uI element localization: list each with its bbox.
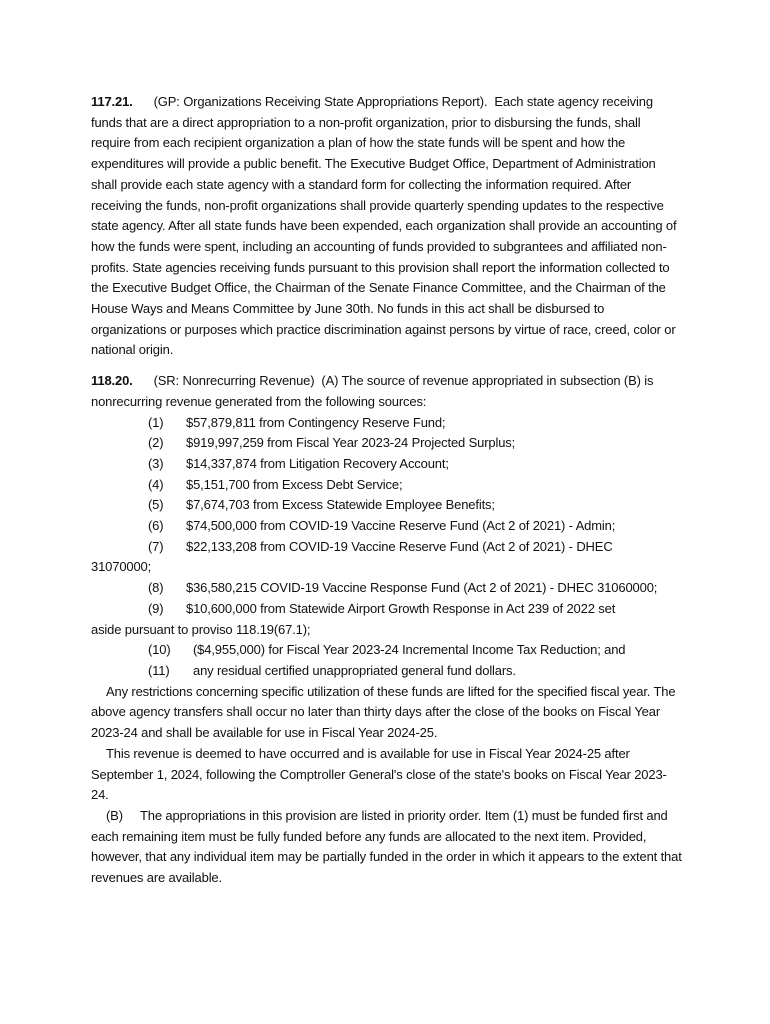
subsection-label: (B) xyxy=(106,807,123,823)
list-item: (6) $74,500,000 from COVID-19 Vaccine Reserve Fund (Act 2 of 2021) - Admin; xyxy=(148,518,616,534)
list-item: (3) $14,337,874 from Litigation Recovery Account; xyxy=(148,455,449,471)
proviso-body: (A) The source of revenue appropriated in subsection (B) is nonrecurring revenue generated from the following sources: xyxy=(91,373,654,409)
list-item: (5) $7,674,703 from Excess Statewide Employee Benefits; xyxy=(148,497,495,513)
list-item: (11) any residual certified unappropriated general fund dollars. xyxy=(148,662,516,678)
proviso-number: 118.20. xyxy=(91,373,133,389)
revenue-source-list xyxy=(91,413,683,682)
list-item: (2) $919,997,259 from Fiscal Year 2023-24 Projected Surplus; xyxy=(148,435,516,451)
list-item: (8) $36,580,215 COVID-19 Vaccine Response Fund (Act 2 of 2021) - DHEC 31060000; xyxy=(148,580,658,596)
proviso-paragraph xyxy=(91,92,683,361)
proviso-body: Each state agency receiving funds that are a direct appropriation to a non-profit organization, prior to disbursing the funds, shall require from each recipient organization a plan of how the state funds will be spent and how the expenditures will provide a public benefit. The Executive Budget Office, Department of Administration shall provide each state agency with a standard form for collecting the information required. After receiving the funds, non-profit organizations shall provide quarterly spending updates to the respective state agency. After all state funds have been expended, each organization shall provide an accounting of how the funds were spent, including an accounting of funds provided to subgrantees and affiliated non-profits. State agencies receiving funds pursuant to this provision shall report the information collected to the Executive Budget Office, the Chairman of the Senate Finance Committee, and the Chairman of the House Ways and Means Committee by June 30th. No funds in this act shall be disbursed to organizations or purposes which practice discrimination against persons by virtue of race, creed, color or national origin. xyxy=(91,94,677,358)
list-item-continuation: 31070000; xyxy=(91,559,152,575)
list-item: (9) $10,600,000 from Statewide Airport Growth Response in Act 239 of 2022 set xyxy=(148,600,616,616)
list-item: (4) $5,151,700 from Excess Debt Service; xyxy=(148,476,403,492)
restrictions-paragraph: Any restrictions concerning specific utilization of these funds are lifted for the specified fiscal year. The above agency transfers shall occur no later than thirty days after the close of the books on Fiscal Year 2023-24 and shall be available for use in Fiscal Year 2024-25. xyxy=(91,683,676,741)
proviso-paragraph xyxy=(91,371,683,412)
list-item: (7) $22,133,208 from COVID-19 Vaccine Reserve Fund (Act 2 of 2021) - DHEC xyxy=(148,538,613,554)
document-text xyxy=(91,92,683,899)
proviso-number: 117.21. xyxy=(91,94,133,109)
proviso-heading: (SR: Nonrecurring Revenue) xyxy=(153,373,315,389)
list-item-continuation: aside pursuant to proviso 118.19(67.1); xyxy=(91,621,311,637)
proviso-heading: (GP: Organizations Receiving State Appropriations Report). xyxy=(153,94,488,109)
list-item: (10) ($4,955,000) for Fiscal Year 2023-24 Incremental Income Tax Reduction; and xyxy=(148,642,626,658)
revenue-deemed-paragraph: This revenue is deemed to have occurred and is available for use in Fiscal Year 2024-25 after September 1, 2024, following the Comptroller General's close of the state's books on Fiscal Year 2023-24. xyxy=(91,745,667,803)
list-item: (1) $57,879,811 from Contingency Reserve Fund; xyxy=(148,414,446,430)
priority-order-paragraph xyxy=(91,806,683,889)
proviso-117-21 xyxy=(91,92,683,361)
subsection-body: The appropriations in this provision are listed in priority order. Item (1) must be funded first and each remaining item must be fully funded before any funds are allocated to the next item. Provided, however, that any individual item may be partially funded in the order in which it appears to the extent that revenues are available. xyxy=(91,807,682,886)
proviso-118-20 xyxy=(91,371,683,889)
